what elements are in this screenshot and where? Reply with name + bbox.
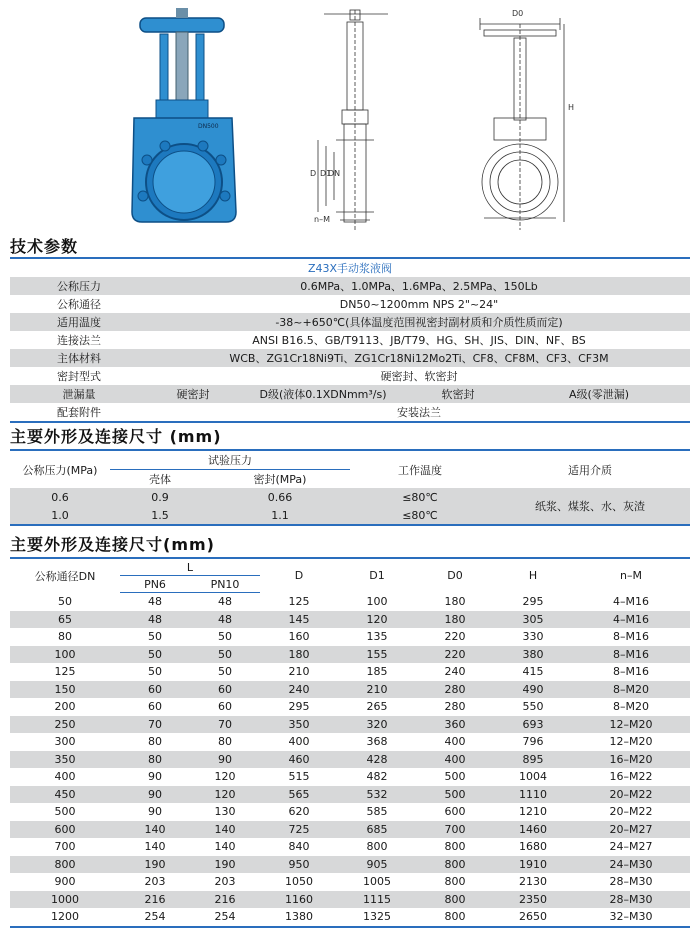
table-cell: 48 [120,593,190,611]
table-cell: 4–M16 [572,593,690,611]
table-cell: 330 [494,628,572,646]
table-cell: 20–M22 [572,803,690,821]
table-cell: 60 [120,698,190,716]
table-row [10,908,690,927]
table-cell: 80 [10,628,120,646]
table-cell: 280 [416,698,494,716]
pressure-pn: 1.0 [10,506,110,525]
table-row [10,611,690,629]
table-cell: 145 [260,611,338,629]
table-row [10,821,690,839]
col-pn6: PN6 [120,576,190,593]
table-cell: 216 [190,891,260,909]
table-cell: 80 [120,751,190,769]
table-cell: 65 [10,611,120,629]
spec-value: -38~+650℃(具体温度范围视密封副材质和介质性质而定) [148,313,690,331]
table-cell: 203 [120,873,190,891]
col-nominal-pressure: 公称压力(MPa) [22,463,98,477]
table-cell: 1910 [494,856,572,874]
table-cell: 200 [10,698,120,716]
spec-header: Z43X手动浆液阀 [10,258,690,277]
table-cell: 725 [260,821,338,839]
table-cell: 305 [494,611,572,629]
spec-table [10,257,690,423]
col-seal: 密封(MPa) [253,473,307,486]
table-row [10,786,690,804]
spec-value: 硬密封、软密封 [148,367,690,385]
col-l: L [120,558,260,576]
col-working-temp: 工作温度 [398,463,442,477]
table-cell: 220 [416,646,494,664]
table-row [10,716,690,734]
table-cell: 70 [190,716,260,734]
table-cell: 585 [338,803,416,821]
table-cell: 220 [416,628,494,646]
table-cell: 400 [10,768,120,786]
table-cell: 380 [494,646,572,664]
table-cell: 24–M27 [572,838,690,856]
table-cell: 450 [10,786,120,804]
table-cell: 216 [120,891,190,909]
table-cell: 1050 [260,873,338,891]
table-row [10,803,690,821]
table-row [10,891,690,909]
pressure-temp: ≤80℃ [350,488,490,506]
table-cell: 515 [260,768,338,786]
table-cell: 1680 [494,838,572,856]
dim-d1-label: D1 [320,169,332,178]
table-cell: 250 [10,716,120,734]
spec-label: 配套附件 [10,403,148,422]
table-cell: 125 [260,593,338,611]
table-cell: 180 [260,646,338,664]
table-cell: 20–M22 [572,786,690,804]
table-cell: 60 [190,681,260,699]
table-row [10,768,690,786]
table-cell: 50 [190,646,260,664]
table-cell: 120 [190,786,260,804]
table-cell: 428 [338,751,416,769]
table-cell: 482 [338,768,416,786]
table-row [10,663,690,681]
table-cell: 8–M20 [572,681,690,699]
dims-section-title: 主要外形及连接尺寸(mm) [10,535,215,554]
table-cell: 254 [120,908,190,927]
table-cell: 50 [120,663,190,681]
col-d: D [260,558,338,593]
col-d1: D1 [338,558,416,593]
dn-tag: DN500 [198,123,219,130]
table-cell: 32–M30 [572,908,690,927]
table-cell: 50 [120,646,190,664]
table-row [10,698,690,716]
table-cell: 130 [190,803,260,821]
dim-d-label: D [310,169,317,178]
pressure-media: 纸浆、煤浆、水、灰渣 [490,488,690,525]
table-cell: 1115 [338,891,416,909]
table-cell: 2350 [494,891,572,909]
table-cell: 24–M30 [572,856,690,874]
table-cell: 800 [416,873,494,891]
table-cell: 8–M16 [572,663,690,681]
pressure-seal: 1.1 [210,506,350,525]
table-cell: 1380 [260,908,338,927]
table-cell: 60 [190,698,260,716]
table-cell: 12–M20 [572,733,690,751]
table-cell: 360 [416,716,494,734]
table-cell: 895 [494,751,572,769]
pressure-table [10,449,690,526]
table-cell: 693 [494,716,572,734]
pressure-shell: 0.9 [110,488,210,506]
table-row [10,593,690,611]
table-row [10,681,690,699]
spec-value: WCB、ZG1Cr18Ni9Ti、ZG1Cr18Ni12Mo2Ti、CF8、CF8M、CF3、CF3M [148,349,690,367]
table-cell: 70 [120,716,190,734]
table-cell: 90 [120,803,190,821]
pressure-temp: ≤80℃ [350,506,490,525]
table-cell: 1000 [10,891,120,909]
spec-label: 适用温度 [10,313,148,331]
table-cell: 1160 [260,891,338,909]
col-dn: 公称通径DN [10,558,120,593]
table-cell: 160 [260,628,338,646]
table-row [10,856,690,874]
spec-value: 安装法兰 [148,403,690,422]
dim-nm-label: n–M [314,215,330,224]
col-nm: n–M [572,558,690,593]
table-cell: 1210 [494,803,572,821]
table-cell: 1005 [338,873,416,891]
table-cell: 295 [494,593,572,611]
table-cell: 500 [416,768,494,786]
table-cell: 2130 [494,873,572,891]
table-cell: 300 [10,733,120,751]
leak-soft-grade: A级(零泄漏) [508,385,690,403]
table-cell: 800 [10,856,120,874]
table-cell: 16–M22 [572,768,690,786]
table-cell: 90 [190,751,260,769]
table-cell: 905 [338,856,416,874]
dim-h-label: H [568,103,575,112]
table-cell: 295 [260,698,338,716]
dim-d0-label: D0 [512,9,524,18]
table-cell: 120 [190,768,260,786]
spec-value: DN50~1200mm NPS 2"~24" [148,295,690,313]
pressure-seal: 0.66 [210,488,350,506]
table-cell: 240 [260,681,338,699]
col-pn10: PN10 [190,576,260,593]
pressure-section-title: 主要外形及连接尺寸 (mm) [10,427,222,446]
table-cell: 490 [494,681,572,699]
leak-soft-seal: 软密封 [408,385,508,403]
table-cell: 60 [120,681,190,699]
table-cell: 400 [416,733,494,751]
table-cell: 28–M30 [572,891,690,909]
table-cell: 532 [338,786,416,804]
table-cell: 210 [260,663,338,681]
col-d0: D0 [416,558,494,593]
table-cell: 8–M20 [572,698,690,716]
spec-label: 连接法兰 [10,331,148,349]
table-row [10,628,690,646]
table-cell: 20–M27 [572,821,690,839]
table-cell: 185 [338,663,416,681]
table-cell: 368 [338,733,416,751]
table-cell: 1004 [494,768,572,786]
table-cell: 1325 [338,908,416,927]
table-cell: 500 [10,803,120,821]
table-cell: 50 [190,663,260,681]
valve-3d-illustration [132,8,236,222]
col-media: 适用介质 [568,463,612,477]
spec-value: ANSI B16.5、GB/T9113、JB/T79、HG、SH、JIS、DIN、NF、BS [148,331,690,349]
table-cell: 80 [190,733,260,751]
table-cell: 100 [338,593,416,611]
table-cell: 180 [416,611,494,629]
table-cell: 796 [494,733,572,751]
table-row [10,751,690,769]
table-cell: 135 [338,628,416,646]
table-cell: 280 [416,681,494,699]
table-cell: 12–M20 [572,716,690,734]
table-cell: 900 [10,873,120,891]
table-cell: 28–M30 [572,873,690,891]
table-cell: 415 [494,663,572,681]
table-cell: 100 [10,646,120,664]
table-row [10,733,690,751]
table-cell: 400 [260,733,338,751]
table-row [10,873,690,891]
col-test-pressure: 试验压力 [110,450,350,470]
pressure-shell: 1.5 [110,506,210,525]
table-cell: 254 [190,908,260,927]
table-cell: 50 [10,593,120,611]
dim-dn-label: DN [328,169,341,178]
table-row [10,838,690,856]
table-cell: 140 [120,821,190,839]
table-cell: 180 [416,593,494,611]
table-cell: 700 [10,838,120,856]
table-cell: 80 [120,733,190,751]
table-cell: 620 [260,803,338,821]
pressure-pn: 0.6 [10,488,110,506]
table-cell: 210 [338,681,416,699]
table-cell: 800 [416,908,494,927]
table-cell: 140 [190,821,260,839]
leak-hard-seal: 硬密封 [148,385,238,403]
table-cell: 8–M16 [572,646,690,664]
spec-label: 主体材料 [10,349,148,367]
table-cell: 190 [190,856,260,874]
spec-label: 密封型式 [10,367,148,385]
table-cell: 150 [10,681,120,699]
table-cell: 400 [416,751,494,769]
spec-label: 公称压力 [10,277,148,295]
table-cell: 950 [260,856,338,874]
table-cell: 700 [416,821,494,839]
table-cell: 565 [260,786,338,804]
table-cell: 48 [120,611,190,629]
table-cell: 460 [260,751,338,769]
table-cell: 8–M16 [572,628,690,646]
table-cell: 800 [416,856,494,874]
table-cell: 48 [190,611,260,629]
table-cell: 90 [120,786,190,804]
table-cell: 190 [120,856,190,874]
table-cell: 50 [120,628,190,646]
table-cell: 1110 [494,786,572,804]
table-cell: 125 [10,663,120,681]
col-h: H [494,558,572,593]
table-cell: 155 [338,646,416,664]
spec-label: 泄漏量 [10,385,148,403]
table-cell: 48 [190,593,260,611]
table-cell: 16–M20 [572,751,690,769]
table-cell: 550 [494,698,572,716]
table-cell: 600 [416,803,494,821]
table-cell: 120 [338,611,416,629]
front-view-drawing [480,18,564,230]
table-cell: 90 [120,768,190,786]
table-cell: 685 [338,821,416,839]
leak-hard-grade: D级(液体0.1XDNmm³/s) [238,385,408,403]
table-cell: 203 [190,873,260,891]
table-cell: 800 [338,838,416,856]
table-cell: 840 [260,838,338,856]
spec-label: 公称通径 [10,295,148,313]
table-cell: 350 [10,751,120,769]
table-cell: 1200 [10,908,120,927]
table-row [10,646,690,664]
table-cell: 320 [338,716,416,734]
table-cell: 800 [416,891,494,909]
spec-section-title: 技术参数 [10,237,79,256]
table-cell: 4–M16 [572,611,690,629]
table-cell: 265 [338,698,416,716]
side-elevation-drawing [318,10,388,230]
table-cell: 50 [190,628,260,646]
table-cell: 240 [416,663,494,681]
table-cell: 350 [260,716,338,734]
col-shell: 壳体 [149,473,171,486]
table-cell: 140 [120,838,190,856]
table-cell: 500 [416,786,494,804]
spec-value: 0.6MPa、1.0MPa、1.6MPa、2.5MPa、150Lb [148,277,690,295]
table-cell: 600 [10,821,120,839]
table-cell: 800 [416,838,494,856]
table-cell: 1460 [494,821,572,839]
valve-drawings [0,0,700,232]
table-cell: 2650 [494,908,572,927]
table-cell: 140 [190,838,260,856]
dimensions-table [10,557,690,928]
